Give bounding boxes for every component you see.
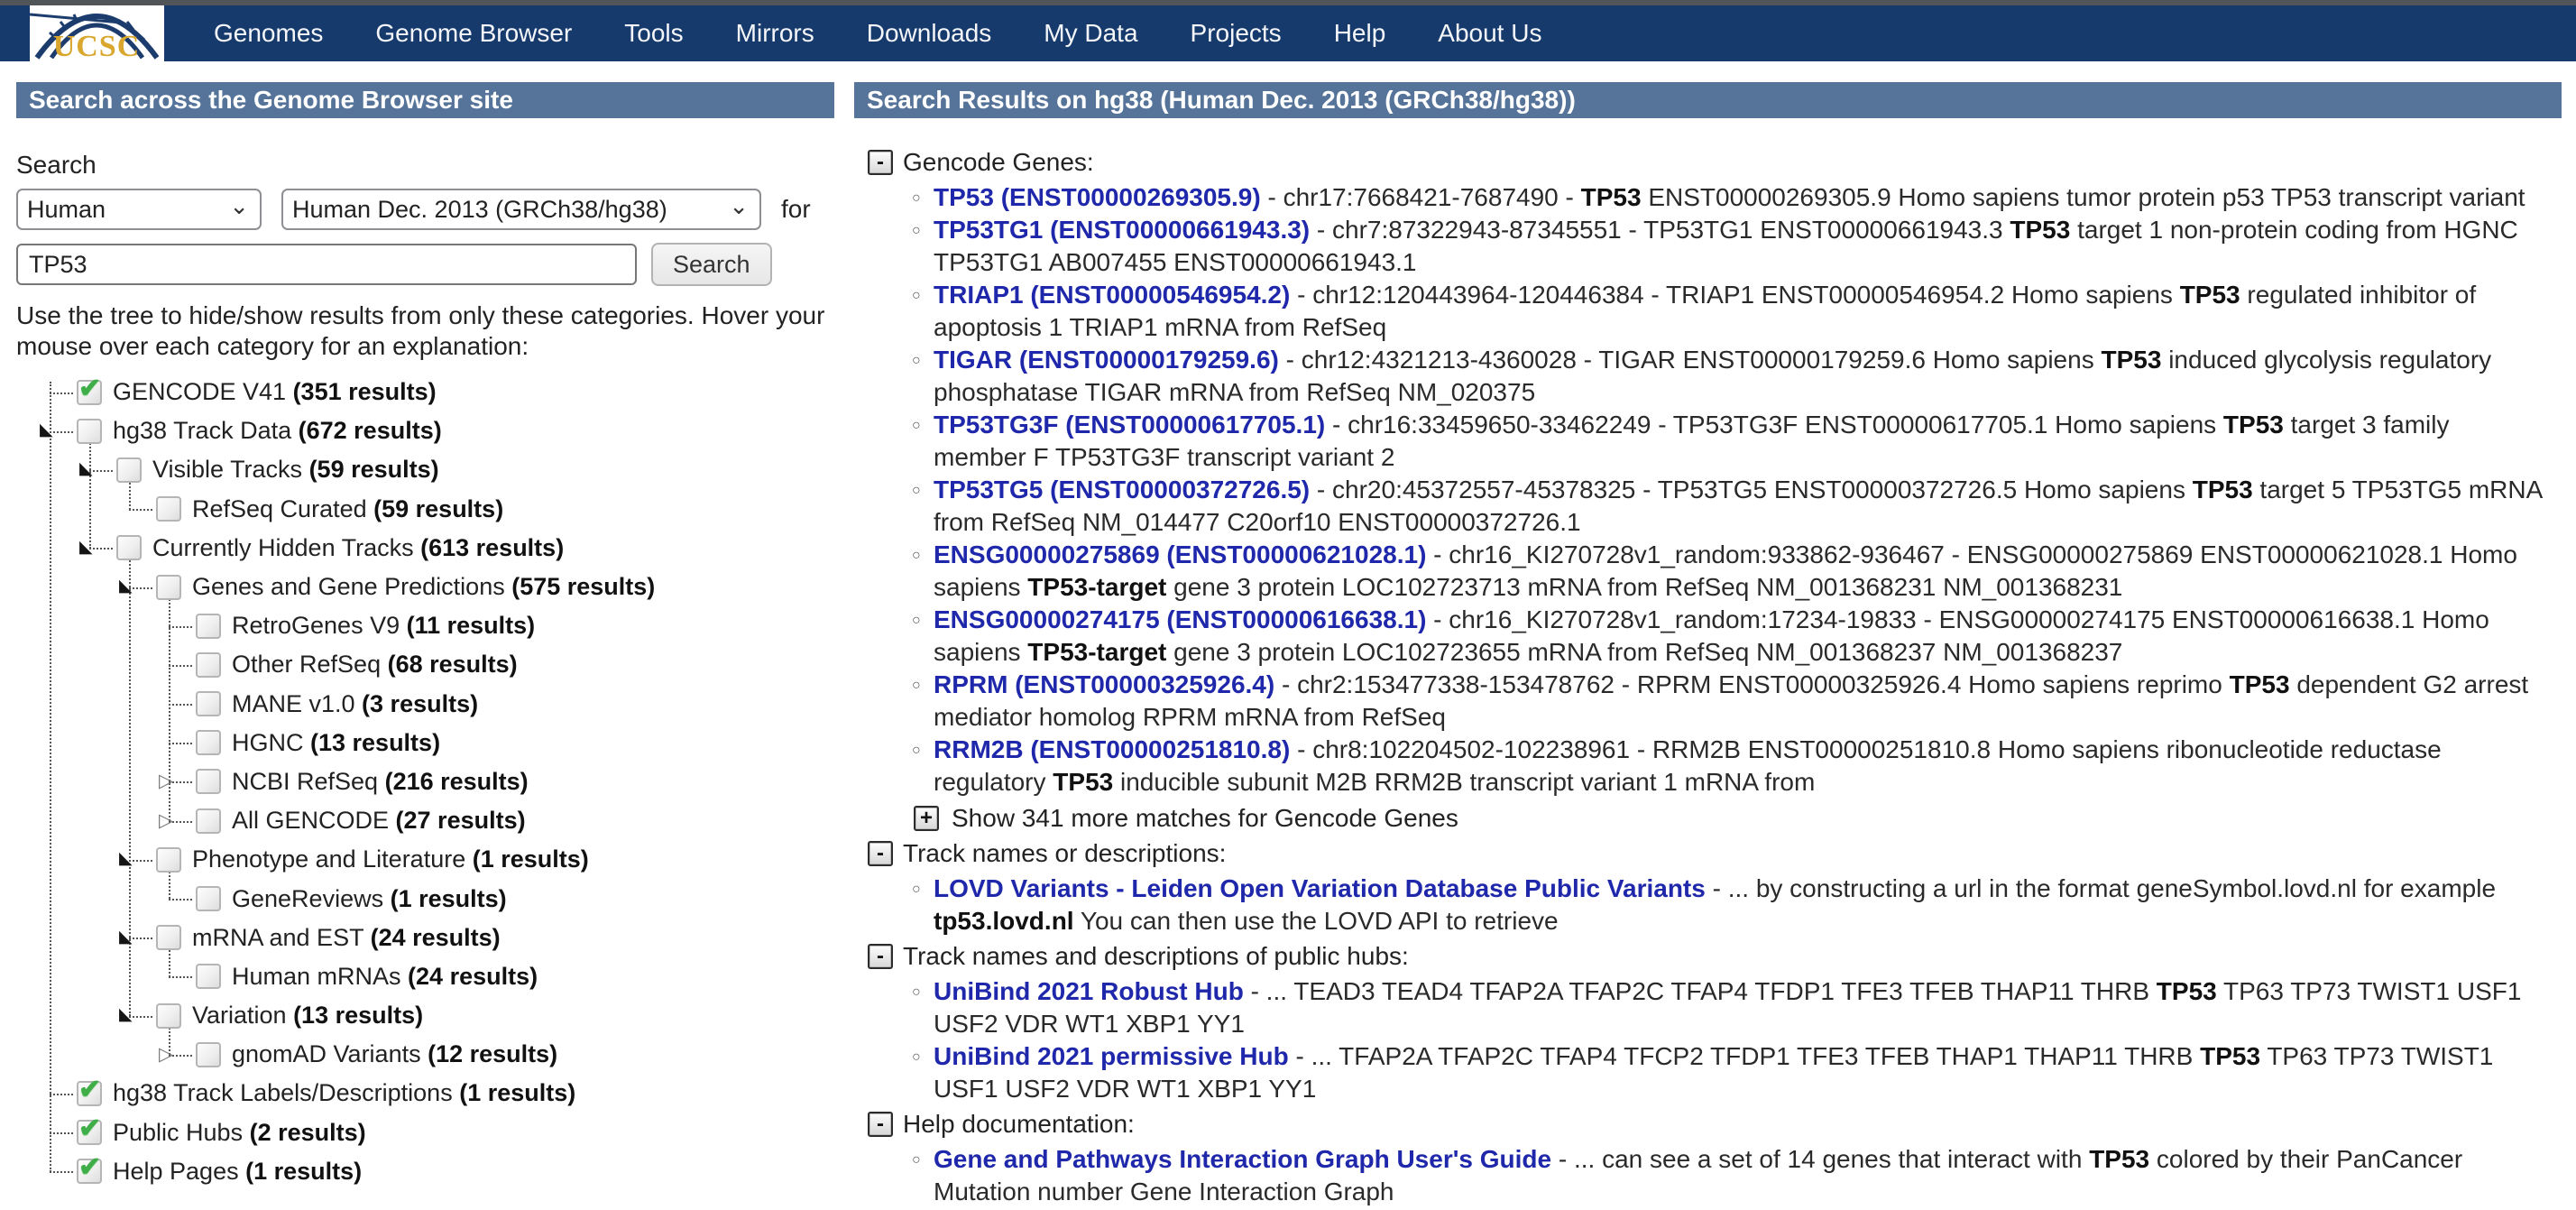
section-heading-track-names-and-descriptions-of-public-hubs	[868, 939, 2544, 974]
checkbox-refseq-curated[interactable]	[156, 496, 181, 522]
chevron-down-icon: ⌄	[729, 192, 749, 219]
result-text: ENST00000269305.9 Homo sapiens tumor protein p53 TP53 transcript variant	[1641, 183, 2525, 211]
tree-node-label: Other RefSeq (68 results)	[232, 651, 518, 679]
checkbox-public-hubs[interactable]	[77, 1113, 102, 1145]
tree-node-hg38-track-data	[16, 411, 834, 450]
search-button[interactable]: Search	[651, 243, 772, 286]
tree-node-mrna-and-est	[16, 919, 834, 957]
result-text: target 1 non-protein coding from HGNC TP53TG1 AB007455 ENST00000661943.1	[934, 216, 2518, 276]
highlighted-term: TP53	[2192, 476, 2253, 503]
tree-connector-stub	[169, 976, 192, 978]
tree-node-label: Genes and Gene Predictions (575 results)	[192, 573, 656, 601]
section-title: Gencode Genes:	[903, 148, 1094, 176]
result-text: - chr12:120443964-120446384 - TRIAP1 ENST00000546954.2 Homo sapiens	[1290, 281, 2180, 309]
search-results-panel	[854, 82, 2562, 1210]
result-text: - chr16:33459650-33462249 - TP53TG3F ENST00000617705.1 Homo sapiens	[1325, 411, 2223, 439]
nav-item-genomes[interactable]: Genomes	[214, 19, 324, 47]
highlighted-term: TP53	[2222, 411, 2284, 439]
search-filter-panel	[16, 82, 834, 1196]
tree-node-label: GeneReviews (1 results)	[232, 884, 507, 912]
results-panel-title: Search Results on hg38 (Human Dec. 2013 (GRCh38/hg38))	[854, 82, 2562, 118]
tree-node-label: Public Hubs (2 results)	[113, 1118, 366, 1146]
result-text: gene 3 protein LOC102723713 mRNA from RefSeq NM_001368231 NM_001368231	[1166, 573, 2123, 601]
result-list	[868, 871, 2544, 939]
result-text: target 3 family member F TP53TG3F transcript variant 2	[934, 411, 2450, 471]
tree-node-visible-tracks	[16, 450, 834, 489]
result-item	[914, 344, 2544, 409]
checkbox-hgnc[interactable]	[196, 730, 221, 755]
main-nav-bar	[0, 5, 2576, 61]
result-link[interactable]: TP53TG1 (ENST00000661943.3)	[934, 216, 1311, 244]
nav-item-projects[interactable]: Projects	[1190, 19, 1282, 47]
tree-node-label: RetroGenes V9 (11 results)	[232, 612, 536, 640]
nav-item-mirrors[interactable]: Mirrors	[735, 19, 814, 47]
tree-connector-stub	[169, 626, 192, 628]
highlighted-term: TP53	[2229, 670, 2290, 698]
result-item	[914, 279, 2544, 344]
collapse-toggle-button[interactable]: -	[868, 1112, 893, 1137]
section-title: Help documentation:	[903, 1110, 1135, 1138]
result-text: - chr16_KI270728v1_random:933862-936467 - ENSG00000275869 ENST00000621028.1 Homo sapiens	[934, 540, 2517, 601]
result-list	[868, 1141, 2544, 1210]
tree-node-label: Currently Hidden Tracks (613 results)	[152, 533, 565, 561]
tree-connector-stub	[50, 1132, 73, 1134]
result-link[interactable]: TP53TG3F (ENST00000617705.1)	[934, 411, 1326, 439]
result-text: You can then use the LOVD API to retrieve	[1073, 907, 1559, 935]
tree-node-label: NCBI RefSeq (216 results)	[232, 767, 529, 795]
tree-connector-stub	[50, 1094, 73, 1095]
result-link[interactable]: ENSG00000274175 (ENST00000616638.1)	[934, 605, 1427, 633]
result-text: - chr12:4321213-4360028 - TIGAR ENST00000179259.6 Homo sapiens	[1278, 346, 2102, 374]
collapse-arrow-icon[interactable]: ◣	[119, 577, 133, 596]
result-text: dependent G2 arrest mediator homolog RPRM mRNA from RefSeq	[934, 670, 2529, 731]
tree-node-retrogenes-v9	[16, 606, 834, 645]
checkbox-hg38-track-labels-descriptions[interactable]	[77, 1074, 102, 1106]
tree-node-ncbi-refseq	[16, 762, 834, 801]
chevron-down-icon: ⌄	[229, 192, 249, 219]
result-text: - chr7:87322943-87345551 - TP53TG1 ENST00000661943.3	[1310, 216, 2010, 244]
tree-connector-stub	[169, 704, 192, 706]
result-text: regulated inhibitor of apoptosis 1 TRIAP1 mRNA from RefSeq	[934, 281, 2477, 341]
checkbox-gnomad-variants[interactable]	[196, 1042, 221, 1067]
tree-node-label: hg38 Track Labels/Descriptions (1 results)	[113, 1079, 576, 1107]
result-link[interactable]: TRIAP1 (ENST00000546954.2)	[934, 281, 1291, 309]
tree-node-label: Human mRNAs (24 results)	[232, 962, 538, 990]
nav-item-help[interactable]: Help	[1333, 19, 1386, 47]
result-link[interactable]: RRM2B (ENST00000251810.8)	[934, 735, 1291, 763]
expand-more-button[interactable]: +	[914, 806, 939, 831]
tree-node-all-gencode	[16, 801, 834, 840]
checkbox-ncbi-refseq[interactable]	[196, 769, 221, 794]
result-link[interactable]: UniBind 2021 permissive Hub	[934, 1042, 1289, 1070]
tree-node-hg38-track-labels-descriptions	[16, 1074, 834, 1113]
tree-node-label: RefSeq Curated (59 results)	[192, 494, 504, 522]
collapse-toggle-button[interactable]: -	[868, 150, 893, 175]
tree-node-label: HGNC (13 results)	[232, 728, 441, 756]
assembly-select[interactable]	[281, 189, 761, 230]
result-text: gene 3 protein LOC102723655 mRNA from RefSeq NM_001368237 NM_001368237	[1166, 638, 2123, 666]
green-check-icon: ✔	[78, 1113, 102, 1144]
result-link[interactable]: Gene and Pathways Interaction Graph User's Guide	[934, 1145, 1552, 1173]
nav-item-genome-browser[interactable]: Genome Browser	[375, 19, 573, 47]
highlighted-term: TP53	[2200, 1042, 2261, 1070]
tree-node-label: MANE v1.0 (3 results)	[232, 689, 479, 717]
tree-node-other-refseq	[16, 645, 834, 684]
tree-node-label: gnomAD Variants (12 results)	[232, 1040, 558, 1068]
tree-node-hgnc	[16, 724, 834, 762]
nav-item-about-us[interactable]: About Us	[1438, 19, 1542, 47]
collapse-arrow-icon[interactable]: ◣	[119, 1005, 133, 1025]
section-heading-help-documentation	[868, 1107, 2544, 1141]
result-text: - chr20:45372557-45378325 - TP53TG5 ENST00000372726.5 Homo sapiens	[1310, 476, 2193, 503]
checkbox-retrogenes-v9[interactable]	[196, 614, 221, 639]
highlighted-term: TP53-target	[1027, 638, 1167, 666]
result-link[interactable]: LOVD Variants - Leiden Open Variation Database Public Variants	[934, 874, 1706, 902]
result-item	[914, 669, 2544, 734]
collapse-arrow-icon[interactable]: ◣	[119, 927, 133, 947]
result-text: - ... TFAP2A TFAP2C TFAP4 TFCP2 TFDP1 TFE3 TFEB THAP1 THAP11 THRB	[1288, 1042, 2201, 1070]
green-check-icon: ✔	[78, 373, 102, 403]
results-sections	[854, 118, 2562, 1210]
collapse-arrow-icon[interactable]: ◣	[40, 420, 53, 440]
result-link[interactable]: ENSG00000275869 (ENST00000621028.1)	[934, 540, 1427, 568]
checkbox-human-mrnas[interactable]	[196, 964, 221, 989]
result-text: - chr16_KI270728v1_random:17234-19833 - ENSG00000274175 ENST00000616638.1 Homo sapiens	[934, 605, 2489, 666]
tree-connector-stub	[169, 665, 192, 667]
tree-connector-stub	[50, 1171, 73, 1173]
checkbox-mane-v1-0[interactable]	[196, 691, 221, 716]
green-check-icon: ✔	[78, 1074, 102, 1104]
tree-node-genereviews	[16, 879, 834, 918]
tree-node-label: hg38 Track Data (672 results)	[113, 417, 442, 445]
tree-node-gencode-v41	[16, 373, 834, 411]
ucsc-bridge-icon	[30, 5, 164, 61]
show-more-label[interactable]: Show 341 more matches for Gencode Genes	[952, 804, 1458, 832]
result-item	[914, 1143, 2544, 1208]
result-text: TP63 TP73 TWIST1 USF1 USF2 VDR WT1 XBP1 YY1	[934, 1042, 2494, 1103]
result-item	[914, 734, 2544, 799]
tree-node-label: All GENCODE (27 results)	[232, 807, 526, 835]
highlighted-term: tp53.lovd.nl	[934, 907, 1074, 935]
tree-node-help-pages	[16, 1152, 834, 1191]
checkbox-variation[interactable]	[156, 1003, 181, 1029]
collapse-arrow-icon[interactable]: ◣	[79, 537, 93, 557]
collapse-arrow-icon[interactable]: ◣	[79, 459, 93, 479]
result-text: - ... by constructing a url in the format geneSymbol.lovd.nl for example	[1705, 874, 2497, 902]
result-item	[914, 474, 2544, 539]
show-more-row	[914, 802, 2544, 835]
checkbox-currently-hidden-tracks[interactable]	[116, 535, 142, 560]
checkbox-help-pages[interactable]	[77, 1152, 102, 1184]
tree-node-label: GENCODE V41 (351 results)	[113, 378, 437, 406]
checkbox-genereviews[interactable]	[196, 886, 221, 911]
expand-arrow-icon[interactable]: ▷	[159, 1043, 174, 1065]
tree-connector-stub	[169, 743, 192, 744]
section-title: Track names or descriptions:	[903, 839, 1227, 867]
section-title: Track names and descriptions of public hubs:	[903, 942, 1409, 970]
result-item	[914, 604, 2544, 669]
tree-node-genes-and-gene-predictions	[16, 568, 834, 606]
highlighted-term: TP53-target	[1027, 573, 1167, 601]
highlighted-term: TP53	[2010, 216, 2071, 244]
result-link[interactable]: TP53TG5 (ENST00000372726.5)	[934, 476, 1311, 503]
result-item	[914, 1040, 2544, 1105]
result-text: - chr17:7668421-7687490 -	[1260, 183, 1581, 211]
result-item	[914, 975, 2544, 1040]
result-text: - chr2:153477338-153478762 - RPRM ENST00000325926.4 Homo sapiens reprimo	[1274, 670, 2230, 698]
result-text: - ... TEAD3 TEAD4 TFAP2A TFAP2C TFAP4 TFDP1 TFE3 TFEB THAP11 THRB	[1243, 977, 2157, 1005]
tree-connector-stub	[129, 509, 152, 511]
highlighted-term: TP53	[2156, 977, 2217, 1005]
checkbox-all-gencode[interactable]	[196, 808, 221, 834]
result-item	[914, 409, 2544, 474]
highlighted-term: TP53	[2179, 281, 2240, 309]
nav-item-tools[interactable]: Tools	[624, 19, 684, 47]
tree-node-label: Variation (13 results)	[192, 1002, 424, 1030]
result-text: - ... can see a set of 14 genes that interact with	[1551, 1145, 2090, 1173]
tree-connector-stub	[169, 899, 192, 901]
result-list	[868, 974, 2544, 1107]
highlighted-term: TP53	[1053, 768, 1114, 796]
result-text: colored by their PanCancer Mutation number Gene Interaction Graph	[934, 1145, 2463, 1205]
highlighted-term: TP53	[1580, 183, 1642, 211]
ucsc-logo[interactable]	[30, 5, 164, 61]
search-label: Search	[16, 151, 97, 179]
result-text: target 5 TP53TG5 mRNA from RefSeq NM_014477 C20orf10 ENST00000372726.1	[934, 476, 2542, 536]
result-text: - chr8:102204502-102238961 - RRM2B ENST00000251810.8 Homo sapiens ribonucleotide reductase regulatory	[934, 735, 2442, 796]
tree-node-phenotype-and-literature	[16, 840, 834, 879]
nav-item-downloads[interactable]: Downloads	[866, 19, 992, 47]
result-link[interactable]: UniBind 2021 Robust Hub	[934, 977, 1244, 1005]
result-link[interactable]: TIGAR (ENST00000179259.6)	[934, 346, 1279, 374]
tree-node-public-hubs	[16, 1113, 834, 1152]
nav-item-my-data[interactable]: My Data	[1044, 19, 1138, 47]
section-heading-track-names-or-descriptions	[868, 836, 2544, 871]
tree-connector-stub	[50, 393, 73, 394]
checkbox-mrna-and-est[interactable]	[156, 925, 181, 950]
tree-node-gnomad-variants	[16, 1035, 834, 1074]
result-text: TP63 TP73 TWIST1 USF1 USF2 VDR WT1 XBP1 YY1	[934, 977, 2522, 1038]
result-list	[868, 180, 2544, 800]
expand-arrow-icon[interactable]: ▷	[159, 771, 174, 792]
collapse-arrow-icon[interactable]: ◣	[119, 849, 133, 869]
result-link[interactable]: RPRM (ENST00000325926.4)	[934, 670, 1275, 698]
result-item	[914, 214, 2544, 279]
search-query-input[interactable]	[16, 244, 637, 285]
tree-help-text: Use the tree to hide/show results from only these categories. Hover your mouse over each category for an explanation:	[16, 301, 825, 360]
green-check-icon: ✔	[78, 1152, 102, 1183]
tree-node-label: Phenotype and Literature (1 results)	[192, 845, 589, 873]
tree-node-currently-hidden-tracks	[16, 529, 834, 568]
collapse-toggle-button[interactable]: -	[868, 841, 893, 866]
tree-node-variation	[16, 996, 834, 1035]
highlighted-term: TP53	[2089, 1145, 2150, 1173]
result-item	[914, 873, 2544, 938]
category-tree	[16, 373, 834, 1196]
tree-node-mane-v1-0	[16, 685, 834, 724]
checkbox-gencode-v41[interactable]	[77, 373, 102, 405]
nav-items	[214, 19, 1541, 48]
result-link[interactable]: TP53 (ENST00000269305.9)	[934, 183, 1261, 211]
result-text: induced glycolysis regulatory phosphatase TIGAR mRNA from RefSeq NM_020375	[934, 346, 2492, 406]
section-heading-gencode-genes	[868, 145, 2544, 180]
tree-node-label: Visible Tracks (59 results)	[152, 456, 439, 484]
collapse-toggle-button[interactable]: -	[868, 944, 893, 969]
checkbox-genes-and-gene-predictions[interactable]	[156, 575, 181, 600]
tree-node-human-mrnas	[16, 957, 834, 996]
checkbox-other-refseq[interactable]	[196, 652, 221, 678]
result-text: inducible subunit M2B RRM2B transcript variant 1 mRNA from	[1113, 768, 1816, 796]
left-panel-title: Search across the Genome Browser site	[16, 82, 834, 118]
checkbox-visible-tracks[interactable]	[116, 457, 142, 483]
checkbox-hg38-track-data[interactable]	[77, 419, 102, 444]
for-label: for	[781, 195, 811, 223]
result-item	[914, 181, 2544, 214]
checkbox-phenotype-and-literature[interactable]	[156, 847, 181, 873]
species-select[interactable]	[16, 189, 262, 230]
tree-node-label: mRNA and EST (24 results)	[192, 923, 501, 951]
tree-node-label: Help Pages (1 results)	[113, 1157, 363, 1185]
result-item	[914, 539, 2544, 604]
svg-text:UCSC: UCSC	[52, 30, 141, 61]
tree-node-refseq-curated	[16, 490, 834, 529]
highlighted-term: TP53	[2101, 346, 2162, 374]
expand-arrow-icon[interactable]: ▷	[159, 809, 174, 831]
